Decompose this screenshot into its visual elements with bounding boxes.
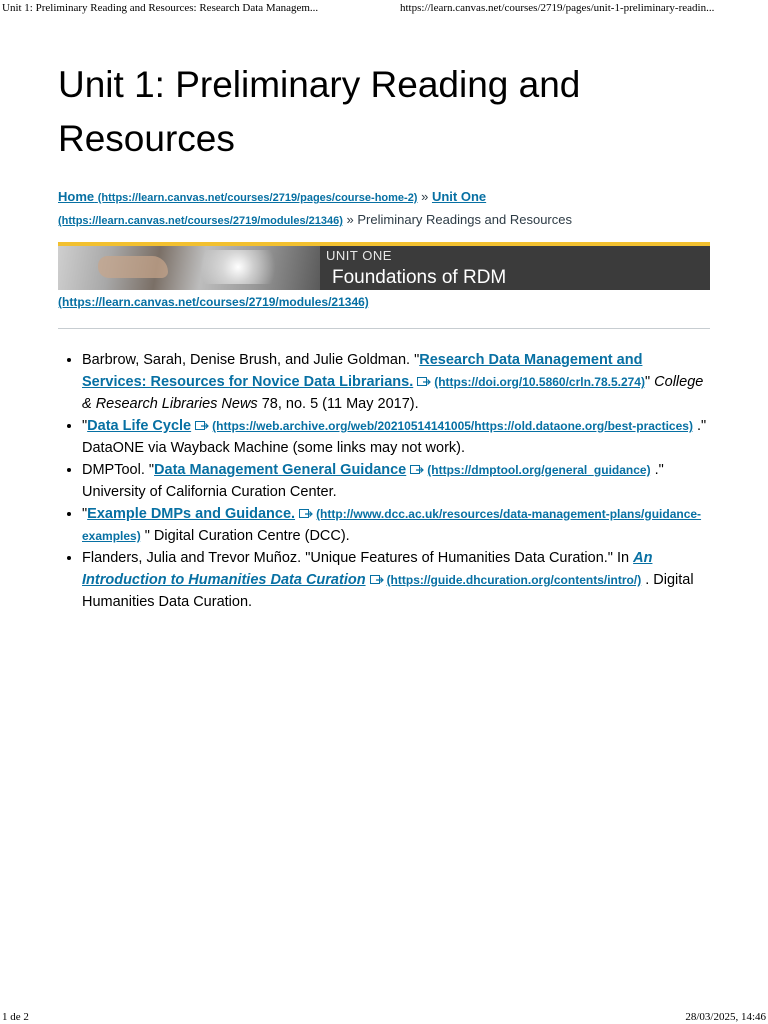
resource-link-title: Example DMPs and Guidance. [87,506,296,522]
citation-text: " Digital Curation Centre (DCC). [140,528,350,544]
banner-unit-title: Foundations of RDM [332,267,507,288]
print-footer-datetime: 28/03/2025, 14:46 [685,1011,766,1023]
resource-link-title: Research Data Management and Services: Resources for Novice Data Librarians. [82,352,643,390]
breadcrumb-home-link[interactable] [58,189,417,204]
print-header-title: Unit 1: Preliminary Reading and Resources: Research Data Managem... [2,2,319,14]
resource-link-title: Data Management General Guidance [154,462,407,478]
citation-text: . Digital Humanities Data Curation. [82,572,694,610]
resource-list [58,349,710,613]
banner-link [58,292,710,312]
breadcrumb [58,186,710,232]
breadcrumb-current: Preliminary Readings and Resources [357,212,572,227]
banner-photo-hand [98,256,168,278]
resource-link-url: (https://guide.dhcuration.org/contents/intro/) [386,573,642,587]
breadcrumb-unit-label: Unit One [431,189,487,204]
external-link-icon [410,465,424,475]
list-item [82,503,710,547]
page-title: Unit 1: Preliminary Reading and Resources [58,64,581,159]
resource-link[interactable] [87,418,693,434]
divider [58,328,710,329]
list-item [82,415,710,459]
citation-text: Barbrow, Sarah, Denise Brush, and Julie Goldman. " [82,352,420,368]
print-footer-page: 1 de 2 [2,1011,29,1023]
print-header-url: https://learn.canvas.net/courses/2719/pages/unit-1-preliminary-readin... [400,2,715,14]
resource-link-url: (http://www.dcc.ac.uk/resources/data-management-plans/guidance-examples) [82,507,702,543]
resource-link-url: (https://web.archive.org/web/20210514141005/https://old.dataone.org/best-practices) [212,419,693,433]
citation-text: ." DataONE via Wayback Machine (some links may not work). [82,418,707,456]
unit-banner[interactable] [58,242,710,290]
banner-unit-label: UNIT ONE [326,248,392,263]
breadcrumb-separator: » [421,189,429,204]
citation-text: " [644,374,655,390]
citation-journal: College & Research Libraries News [82,374,704,412]
banner-link-url[interactable]: (https://learn.canvas.net/courses/2719/modules/21346) [58,295,369,309]
resource-link-url: (https://doi.org/10.5860/crln.78.5.274) [434,375,645,389]
citation-text: 78, no. 5 (11 May 2017). [257,396,419,412]
resource-link[interactable] [154,462,651,478]
external-link-icon [299,509,313,519]
resource-link-title: Data Life Cycle [87,418,192,434]
breadcrumb-home-label: Home [58,189,95,204]
print-footer [0,1010,768,1024]
citation-text: " [82,506,88,522]
list-item [82,349,710,415]
citation-text: ." University of California Curation Center. [82,462,664,500]
banner-photo [58,246,320,290]
external-link-icon [195,421,209,431]
resource-link-url: (https://dmptool.org/general_guidance) [427,463,651,477]
banner-photo-highlight [198,250,298,284]
external-link-icon [417,377,431,387]
print-header [0,0,768,16]
page-content [58,58,710,613]
citation-text: Flanders, Julia and Trevor Muñoz. "Unique Features of Humanities Data Curation." In [82,550,634,566]
resource-link-title: An Introduction to Humanities Data Curation [82,550,653,588]
breadcrumb-separator: » [346,212,354,227]
citation-text: " [82,418,88,434]
breadcrumb-home-url: (https://learn.canvas.net/courses/2719/pages/course-home-2) [97,192,418,204]
list-item [82,547,710,613]
breadcrumb-unit-url: (https://learn.canvas.net/courses/2719/modules/21346) [58,215,343,227]
external-link-icon [370,575,384,585]
citation-text: DMPTool. " [82,462,155,478]
list-item [82,459,710,503]
